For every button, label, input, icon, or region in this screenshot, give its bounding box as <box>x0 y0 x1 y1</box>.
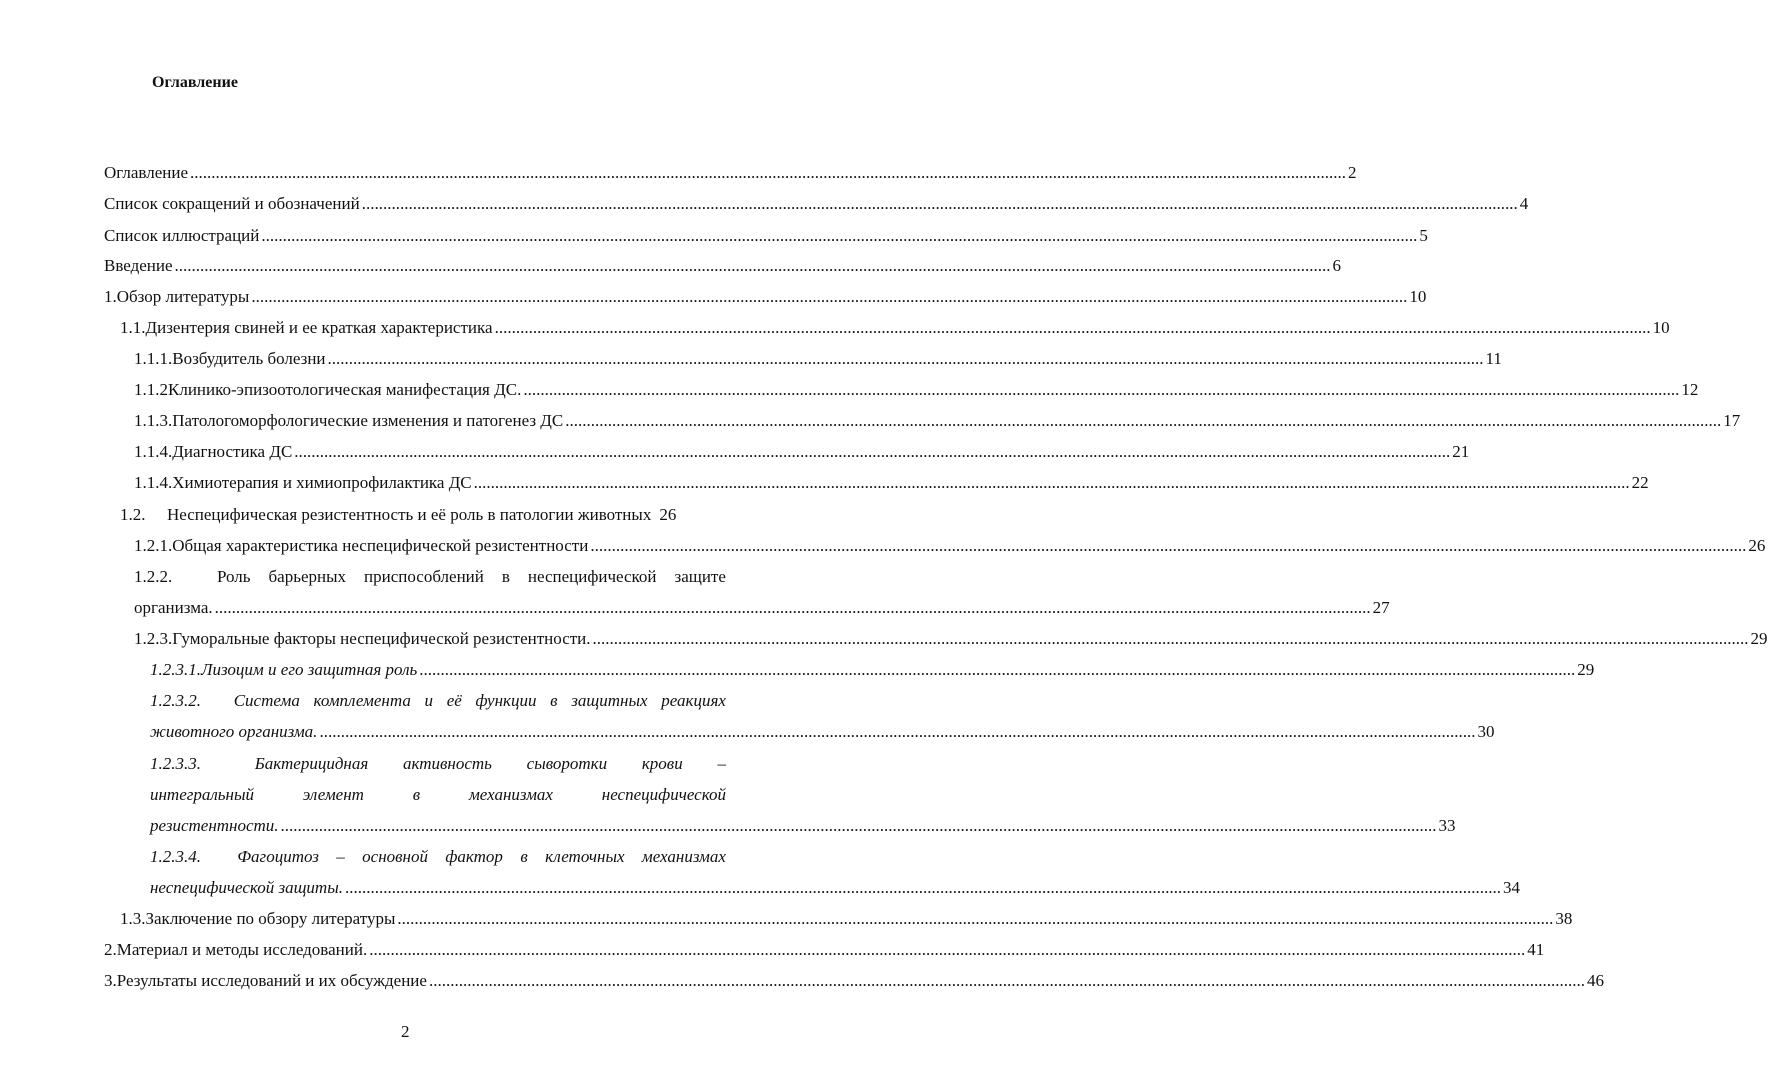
toc-word: её <box>446 691 462 710</box>
toc-entry-line1[interactable] <box>150 847 726 867</box>
toc-entry-page: 29 <box>1750 629 1768 648</box>
toc-entry-number: 1.1.2 <box>134 380 168 399</box>
leader-dots <box>190 163 1346 183</box>
toc-word: реакциях <box>661 691 726 710</box>
toc-entry-number: 1.2.3.1. <box>150 660 201 679</box>
toc-entry-page: 27 <box>1372 598 1390 617</box>
toc-word: Фагоцитоз <box>237 847 319 866</box>
toc-entry-number: 1.1.1. <box>134 349 173 368</box>
toc-entry-page: 10 <box>1652 318 1670 337</box>
toc-entry[interactable] <box>104 971 1604 991</box>
toc-entry-page: 17 <box>1723 411 1741 430</box>
toc-word: неспецифической <box>601 785 726 804</box>
toc-entry-number: 1.1.4. <box>134 442 173 461</box>
toc-entry-page: 38 <box>1555 909 1573 928</box>
toc-entry-number: 1.1.3. <box>134 411 173 430</box>
toc-entry-page: 12 <box>1681 380 1699 399</box>
toc-entry-page: 30 <box>1477 722 1495 741</box>
toc-entry-page: 26 <box>659 505 677 524</box>
toc-entry-title: Результаты исследований и их обсуждение <box>116 971 427 990</box>
toc-word: – <box>336 847 345 866</box>
toc-word: комплемента <box>313 691 411 710</box>
toc-entry-number: 1.2.1. <box>134 536 173 555</box>
leader-dots <box>474 473 1630 493</box>
toc-entry-title: животного организма. <box>150 722 318 741</box>
leader-dots <box>175 256 1331 276</box>
toc-entry[interactable] <box>104 163 1357 183</box>
toc-entry[interactable] <box>134 411 1741 431</box>
toc-word: Роль <box>216 567 251 586</box>
toc-entry-number: 1.2.3.4. <box>150 847 201 866</box>
leader-dots <box>429 971 1585 991</box>
toc-entry-title: Введение <box>104 256 173 275</box>
toc-entry-page: 22 <box>1631 473 1649 492</box>
toc-word: крови <box>641 754 683 773</box>
toc-word: фактор <box>445 847 503 866</box>
toc-entry-number: 1.2.2. <box>134 567 173 586</box>
toc-entry-line1[interactable] <box>150 691 726 711</box>
toc-word: функции <box>475 691 537 710</box>
toc-entry[interactable] <box>104 226 1428 246</box>
toc-entry-page: 10 <box>1409 287 1427 306</box>
leader-dots <box>345 878 1501 898</box>
toc-entry[interactable] <box>150 660 1595 680</box>
toc-word: активность <box>403 754 492 773</box>
toc-entry-number: 1.1.4. <box>134 473 173 492</box>
leader-dots <box>294 442 1450 462</box>
toc-entry[interactable] <box>134 629 1768 649</box>
toc-entry-title: Дизентерия свиней и ее краткая характеристика <box>145 318 493 337</box>
toc-entry-number: 3. <box>104 971 117 990</box>
toc-entry-title: Список сокращений и обозначений <box>104 194 360 213</box>
toc-word: в <box>412 785 421 804</box>
toc-entry-page: 2 <box>1348 163 1357 182</box>
leader-dots <box>251 287 1407 307</box>
toc-entry-number: 1.1. <box>120 318 146 337</box>
toc-entry-page: 29 <box>1577 660 1595 679</box>
toc-entry[interactable] <box>134 442 1470 462</box>
toc-entry-page: 46 <box>1586 971 1604 990</box>
toc-entry[interactable] <box>104 256 1342 276</box>
leader-dots <box>419 660 1575 680</box>
toc-word: и <box>424 691 434 710</box>
toc-word: Бактерицидная <box>254 754 369 773</box>
toc-entry-title: Возбудитель болезни <box>172 349 326 368</box>
toc-entry-number: 1. <box>104 287 117 306</box>
leader-dots <box>565 411 1721 431</box>
toc-word: неспецифической <box>527 567 657 586</box>
toc-entry-title: организма. <box>134 598 213 617</box>
toc-entry-line1[interactable] <box>134 567 726 587</box>
toc-entry-page: 6 <box>1332 256 1342 275</box>
leader-dots <box>281 816 1437 836</box>
toc-entry[interactable] <box>120 909 1573 929</box>
toc-word: – <box>717 754 726 773</box>
leader-dots <box>215 598 1371 618</box>
toc-word: Система <box>233 691 300 710</box>
toc-entry-title: резистентности. <box>150 816 279 835</box>
toc-word: защитных <box>571 691 648 710</box>
toc-word: механизмах <box>641 847 726 866</box>
toc-word: интегральный <box>150 785 254 804</box>
toc-entry[interactable] <box>104 940 1545 960</box>
leader-dots <box>593 629 1749 649</box>
leader-dots <box>397 909 1553 929</box>
toc-word: сыворотки <box>526 754 608 773</box>
toc-entry[interactable] <box>134 349 1502 369</box>
toc-entry-line2[interactable] <box>150 816 1456 836</box>
toc-entry-line2[interactable] <box>134 598 1390 618</box>
toc-entry-number: 1.2.3. <box>134 629 173 648</box>
toc-entry-number: 2. <box>104 940 117 959</box>
toc-entry-page: 11 <box>1485 349 1502 368</box>
page-number: 2 <box>401 1022 410 1041</box>
leader-dots <box>319 722 1475 742</box>
leader-dots <box>328 349 1484 369</box>
toc-entry-number: 1.2.3.3. <box>150 754 201 773</box>
toc-entry[interactable] <box>134 380 1699 400</box>
toc-entry[interactable] <box>120 505 726 525</box>
toc-entry-page: 26 <box>1748 536 1766 555</box>
toc-entry-page: 41 <box>1527 940 1545 959</box>
toc-entry-title: Общая характеристика неспецифической резистентности <box>172 536 589 555</box>
toc-entry-page: 4 <box>1519 194 1529 213</box>
toc-entry-title: Список иллюстраций <box>104 226 260 245</box>
page-title: Оглавление <box>152 74 238 91</box>
toc-entry-title: Материал и методы исследований. <box>116 940 368 959</box>
toc-entry-line-mid[interactable] <box>150 785 726 805</box>
toc-entry-title: Лизоцим и его защитная роль <box>201 660 418 679</box>
toc-entry-title: Неспецифическая резистентность и её роль в патологии животных <box>167 505 652 524</box>
toc-word: барьерных <box>268 567 347 586</box>
toc-word: защите <box>674 567 726 586</box>
toc-entry-number: 1.2. <box>120 505 146 524</box>
toc-entry-title: Химиотерапия и химиопрофилактика ДС <box>172 473 472 492</box>
leader-dots <box>495 318 1651 338</box>
toc-word: основной <box>362 847 428 866</box>
toc-entry[interactable] <box>104 194 1529 214</box>
toc-entry-line1[interactable] <box>150 754 726 774</box>
toc-word: в <box>520 847 528 866</box>
leader-dots <box>523 380 1679 400</box>
toc-entry-title: Гуморальные факторы неспецифической резистентности. <box>172 629 591 648</box>
toc-entry[interactable] <box>104 287 1427 307</box>
leader-dots <box>590 536 1746 556</box>
toc-entry-title: Диагностика ДС <box>172 442 293 461</box>
toc-word: приспособлений <box>364 567 484 586</box>
toc-word: в <box>550 691 558 710</box>
toc-entry-title: Клинико-эпизоотологическая манифестация ДС. <box>168 380 522 399</box>
toc-entry-number: 1.3. <box>120 909 146 928</box>
toc-entry-page: 21 <box>1452 442 1470 461</box>
toc-entry[interactable] <box>134 473 1649 493</box>
toc-entry-title: Оглавление <box>104 163 188 182</box>
toc-entry-title: Обзор литературы <box>116 287 250 306</box>
toc-entry[interactable] <box>120 318 1670 338</box>
toc-word: в <box>501 567 510 586</box>
leader-dots <box>362 194 1518 214</box>
toc-word: механизмах <box>468 785 553 804</box>
toc-entry-page: 5 <box>1419 226 1428 245</box>
toc-entry-title: Патологоморфологические изменения и патогенез ДС <box>172 411 564 430</box>
toc-entry-title: неспецифической защиты. <box>150 878 343 897</box>
leader-dots <box>261 226 1417 246</box>
toc-word: элемент <box>302 785 364 804</box>
leader-dots <box>369 940 1525 960</box>
toc-entry-page: 34 <box>1502 878 1520 897</box>
toc-entry-title: Заключение по обзору литературы <box>145 909 396 928</box>
toc-entry-page: 33 <box>1438 816 1456 835</box>
toc-word: клеточных <box>545 847 625 866</box>
toc-entry[interactable] <box>134 536 1766 556</box>
toc-entry-line2[interactable] <box>150 722 1495 742</box>
toc-entry-number: 1.2.3.2. <box>150 691 201 710</box>
toc-entry-line2[interactable] <box>150 878 1520 898</box>
